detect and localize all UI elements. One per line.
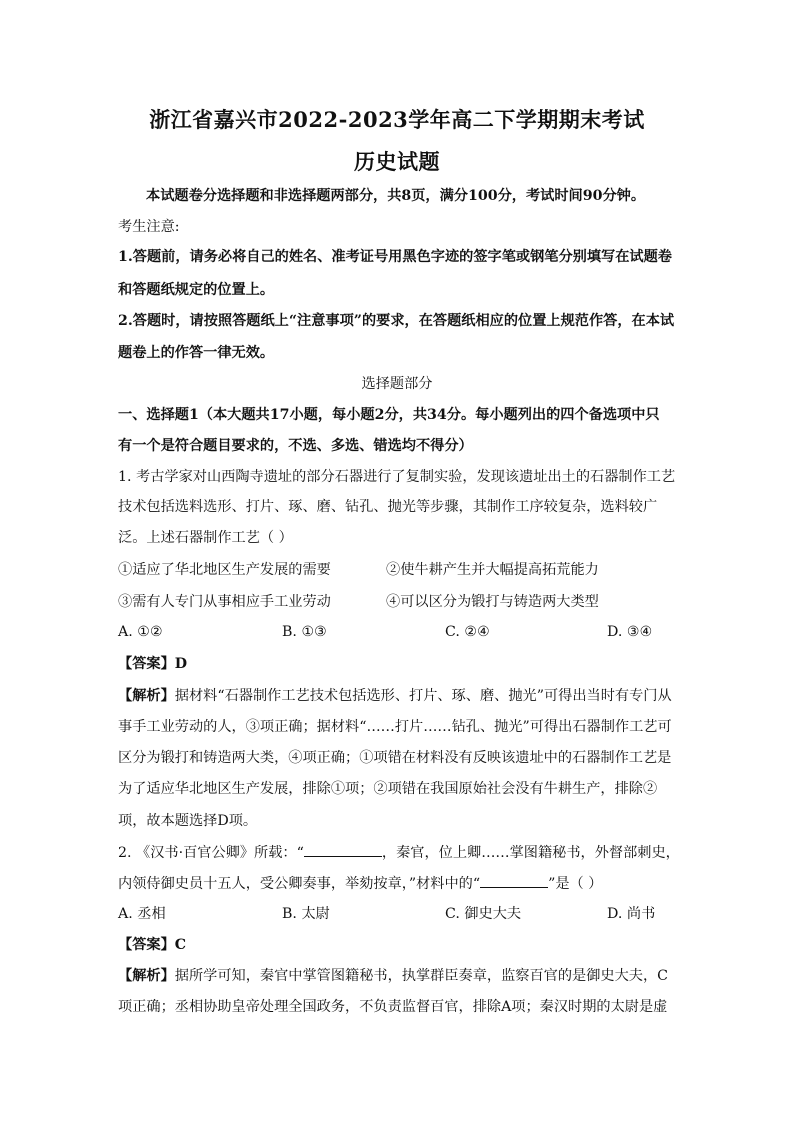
q1-option-d: D. ③④ [607,624,653,640]
note-1-line-2: 和答题纸规定的位置上。 [118,282,275,298]
q1-option-c: C. ②④ [445,624,490,640]
q1-statement-2: ②使牛耕产生并大幅提高拓荒能力 [386,562,599,578]
q1-analysis-line-2: 事手工业劳动的人，③项正确；据材料“……打片……钻孔、抛光”可得出石器制作工艺可 [118,719,672,735]
q2-answer: 【答案】C [118,937,187,953]
q1-analysis-line-1 [118,686,678,706]
exam-summary: 本试题卷分选择题和非选择题两部分，共8页，满分100分，考试时间90分钟。 [146,188,646,204]
q2-analysis-line-2: 项正确；丞相协助皇帝处理全国政务，不负责监督百官，排除A项；秦汉时期的太尉是虚 [118,999,668,1015]
note-1-line-1: 1.答题前，请务必将自己的姓名、准考证号用黑色字迹的签字笔或钢笔分别填写在试题卷 [118,249,672,265]
note-2-line-1: 2.答题时，请按照答题纸上“注意事项”的要求，在答题纸相应的位置上规范作答，在本试 [118,313,675,329]
q1-stem-line-3: 泛。上述石器制作工艺（ ） [118,530,293,546]
q1-option-b: B. ①③ [282,624,327,640]
q1-option-a: A. ①② [118,624,163,640]
page-subtitle: 历史试题 [354,149,440,174]
q1-analysis-label: 【解析】 [118,688,175,704]
section-heading-line-2: 有一个是符合题目要求的，不选、多选、错选均不得分） [118,438,473,454]
q1-analysis-line-3: 区分为锻打和铸造两大类，④项正确；①项错在材料没有反映该遗址中的石器制作工艺是 [118,750,672,766]
q2-stem-line-2 [118,873,678,894]
q2-stem-part-2a: 内领侍御史员十五人，受公卿奏事，举劾按章，”材料中的“ [118,876,481,892]
notice-label: 考生注意: [118,219,180,235]
page-title: 浙江省嘉兴市2022-2023学年高二下学期期末考试 [149,107,645,132]
q2-option-c: C. 御史大夫 [445,906,522,922]
q2-analysis-text-1: 据所学可知，秦官中掌管图籍秘书，执掌群臣奏章，监察百官的是御史大夫，C [174,968,668,984]
note-2-line-2: 题卷上的作答一律无效。 [118,345,275,361]
q2-stem-part-1a: 2. 《汉书·百官公卿》所载：“ [118,845,304,861]
q1-analysis-text-1: 据材料“石器制作工艺技术包括选形、打片、琢、磨、抛光”可得出当时有专门从 [174,688,672,704]
section-title: 选择题部分 [361,376,433,392]
q1-analysis-line-5: 项，故本题选择D项。 [118,813,258,829]
q2-analysis-label: 【解析】 [118,968,175,984]
q2-analysis-line-1 [118,966,678,986]
q2-option-b: B. 太尉 [282,906,330,922]
q1-statement-4: ④可以区分为锻打与铸造两大类型 [386,594,599,610]
q1-analysis-line-4: 为了适应华北地区生产发展，排除①项；②项错在我国原始社会没有牛耕生产，排除② [118,781,658,797]
q2-stem-part-1b: ，秦官，位上卿……掌图籍秘书，外督部刺史， [381,845,680,861]
section-heading-line-1: 一、选择题1（本大题共17小题，每小题2分，共34分。每小题列出的四个备选项中只 [118,407,660,423]
q1-stem-line-1: 1. 考古学家对山西陶寺遗址的部分石器进行了复制实验，发现该遗址出土的石器制作工艺 [118,469,676,485]
q2-blank-2 [480,873,548,888]
q2-stem-line-1 [118,842,678,863]
q2-option-a: A. 丞相 [118,906,166,922]
q2-blank-1 [304,842,382,857]
q1-answer: 【答案】D [118,656,188,672]
q1-stem-line-2: 技术包括选料选形、打片、琢、磨、钻孔、抛光等步骤，其制作工序较复杂，选料较广 [118,499,658,515]
q2-option-d: D. 尚书 [607,906,656,922]
q2-stem-part-2b: ”是（ ） [548,876,603,892]
q1-statement-3: ③需有人专门从事相应手工业劳动 [118,594,331,610]
q1-statement-1: ①适应了华北地区生产发展的需要 [118,562,331,578]
